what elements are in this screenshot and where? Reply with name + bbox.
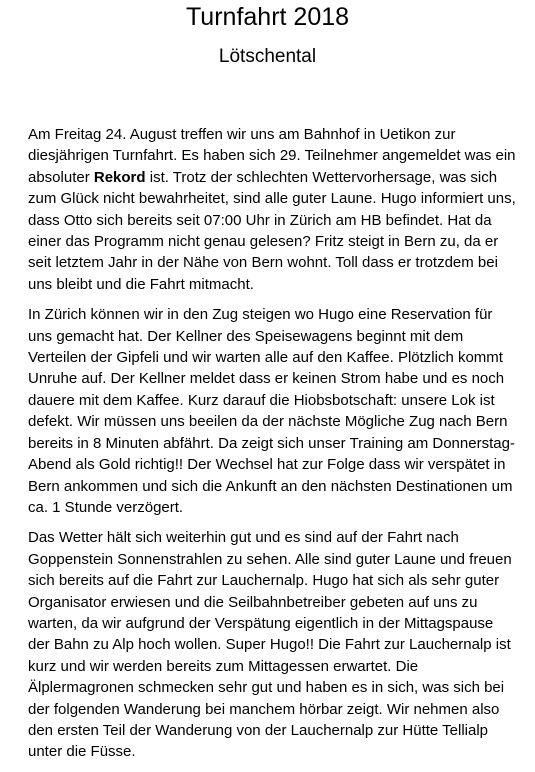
- paragraph-2: In Zürich können wir in den Zug steigen wo Hugo eine Reservation für uns gemacht hat. Der Kellner des Speisewagens beginnt mit dem Verteilen der Gipfeli und wir warten alle auf den Kaffee. Plötzlich kommt Unruhe auf. Der Kellner meldet dass er keinen Strom habe und es noch dauere mit dem Kaffee. Kurz darauf die Hiobsbotschaft: unsere Lok ist defekt. Wir müssen uns beeilen da der nächste Mögliche Zug nach Bern bereits in 8 Minuten abfährt. Da zeigt sich unser Training am Donnerstag-Abend als Gold richtig!! Der Wechsel hat zur Folge dass wir verspätet in Bern ankommen und sich die Ankunft an den nächsten Destinationen um ca. 1 Stunde verzögert.: [28, 306, 515, 516]
- paragraph-1-text-end: ist. Trotz der schlechten Wettervorhersage, was sich zum Glück nicht bewahrheitet, sind alle guter Laune. Hugo informiert uns, dass Otto sich bereits seit 07:00 Uhr in Zürich am HB befindet. Hat da einer das Programm nicht genau gelesen? Fritz steigt in Bern zu, da er seit letztem Jahr in der Nähe von Bern wohnt. Toll dass er trotzdem bei uns bleibt und die Fahrt mitmacht.: [28, 168, 516, 293]
- paragraph-3: Das Wetter hält sich weiterhin gut und es sind auf der Fahrt nach Goppenstein Sonnenstrahlen zu sehen. Alle sind guter Laune und freuen sich bereits auf die Fahrt zur Lauchernalp. Hugo hat sich als sehr guter Organisator erwiesen und die Seilbahnbetreiber gebeten auf uns zu warten, da wir aufgrund der Verspätung eigentlich in der Mittagspause der Bahn zu Alp hoch wollen. Super Hugo!! Die Fahrt zur Lauchernalp ist kurz und wir werden bereits zum Mittagessen erwartet. Die Älplermagronen schmecken sehr gut und haben es in sich, was sich bei der folgenden Wanderung bei manchem hörbar zeigt. Wir nehmen also den ersten Teil der Wanderung von der Lauchernalp zur Hütte Tellialp unter die Füsse.: [28, 529, 512, 761]
- paragraph-1: [28, 124, 518, 295]
- paragraph-1-text-start: Am Freitag 24. August treffen wir uns am Bahnhof in Uetikon zur diesjährigen Turnfahrt. Es haben sich 29. Teilnehmer angemeldet was ein absoluter: [28, 126, 516, 186]
- bold-word-rekord: Rekord: [93, 168, 146, 186]
- document-subtitle: Lötschental: [218, 46, 317, 67]
- document-title: Turnfahrt 2018: [185, 3, 350, 31]
- document-body: [28, 124, 518, 772]
